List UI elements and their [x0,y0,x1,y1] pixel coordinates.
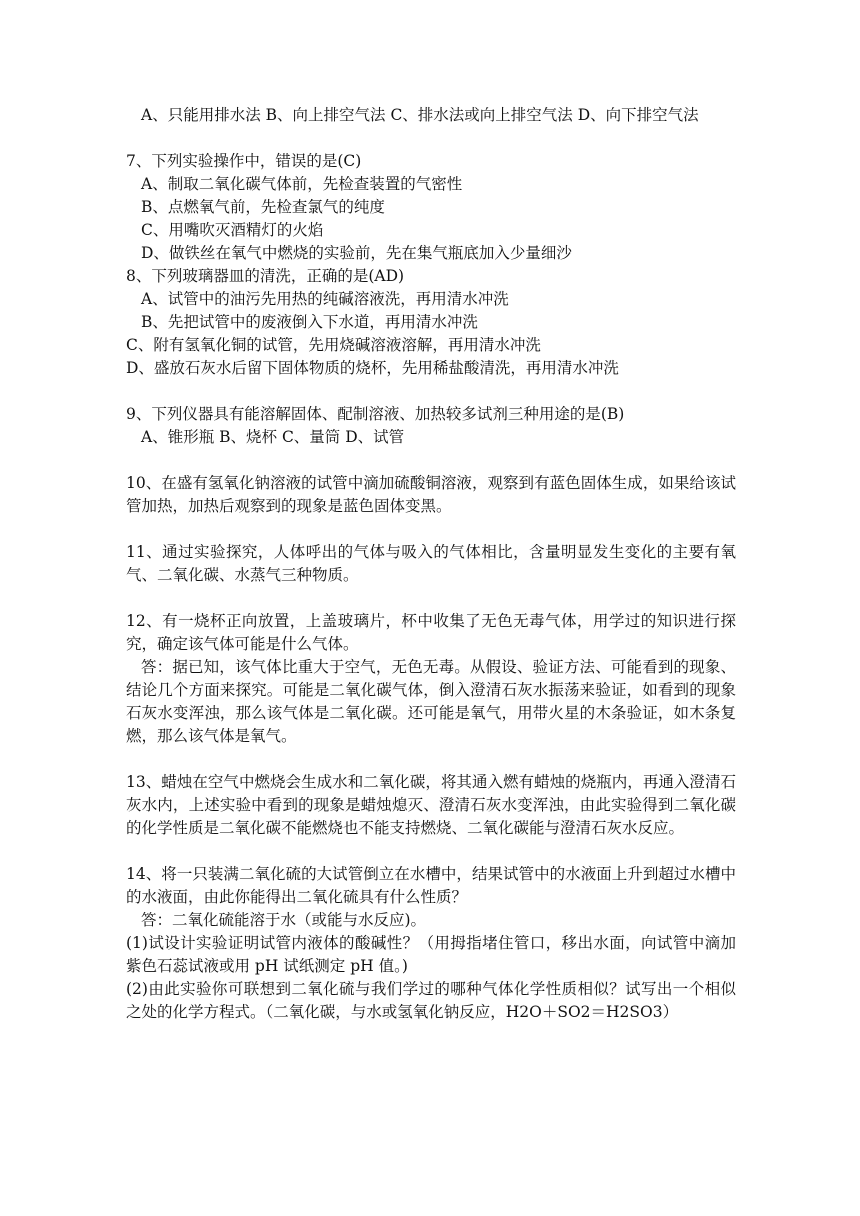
q8-stem: 8、下列玻璃器皿的清洗，正确的是(AD) [126,267,405,285]
q9-options: A、锥形瓶 B、烧杯 C、量筒 D、试管 [141,428,405,446]
q10-text: 10、在盛有氢氧化钠溶液的试管中滴加硫酸铜溶液，观察到有蓝色固体生成，如果给该试管加热，加热后观察到的现象是蓝色固体变黑。 [126,474,736,515]
q14-stem: 14、将一只装满二氧化硫的大试管倒立在水槽中，结果试管中的水液面上升到超过水槽中的水液面，由此你能得出二氧化硫具有什么性质？ [126,865,736,906]
q14-sub2: (2)由此实验你可联想到二氧化硫与我们学过的哪种气体化学性质相似？试写出一个相似之处的化学方程式。（二氧化碳，与水或氢氧化钠反应，H2O＋SO2＝H2SO3） [126,980,736,1021]
q8-option-d: D、盛放石灰水后留下固体物质的烧杯，先用稀盐酸清洗，再用清水冲洗 [126,359,619,377]
q7-option-b: B、点燃氧气前，先检查氯气的纯度 [141,198,385,216]
q6-options: A、只能用排水法 B、向上排空气法 C、排水法或向上排空气法 D、向下排空气法 [141,106,699,124]
q9-stem: 9、下列仪器具有能溶解固体、配制溶液、加热较多试剂三种用途的是(B) [126,405,625,423]
q11-text: 11、通过实验探究，人体呼出的气体与吸入的气体相比，含量明显发生变化的主要有氧气、二氧化碳、水蒸气三种物质。 [126,543,736,584]
q7-option-c: C、用嘴吹灭酒精灯的火焰 [141,221,324,239]
q12-answer: 答：据已知，该气体比重大于空气，无色无毒。从假设、验证方法、可能看到的现象、结论几个方面来探究。可能是二氧化碳气体，倒入澄清石灰水振荡来验证，如看到的现象石灰水变浑浊，那么该气体是二氧化碳。还可能是氧气，用带火星的木条验证，如木条复燃，那么该气体是氧气。 [126,658,736,745]
q12-stem: 12、有一烧杯正向放置，上盖玻璃片，杯中收集了无色无毒气体，用学过的知识进行探究，确定该气体可能是什么气体。 [126,612,736,653]
q8-option-c: C、附有氢氧化铜的试管，先用烧碱溶液溶解，再用清水冲洗 [126,336,541,354]
document-body [126,104,736,1024]
q14-answer: 答：二氧化硫能溶于水（或能与水反应)。 [141,911,427,929]
q8-option-b: B、先把试管中的废液倒入下水道，再用清水冲洗 [141,313,478,331]
q7-option-d: D、做铁丝在氧气中燃烧的实验前，先在集气瓶底加入少量细沙 [141,244,572,262]
q13-text: 13、蜡烛在空气中燃烧会生成水和二氧化碳，将其通入燃有蜡烛的烧瓶内，再通入澄清石灰水内，上述实验中看到的现象是蜡烛熄灭、澄清石灰水变浑浊，由此实验得到二氧化碳的化学性质是二氧化碳不能燃烧也不能支持燃烧、二氧化碳能与澄清石灰水反应。 [126,773,736,837]
q7-stem: 7、下列实验操作中，错误的是(C) [126,152,362,170]
q8-option-a: A、试管中的油污先用热的纯碱溶液洗，再用清水冲洗 [141,290,509,308]
q14-sub1: (1)试设计实验证明试管内液体的酸碱性？（用拇指堵住管口，移出水面，向试管中滴加紫色石蕊试液或用 pH 试纸测定 pH 值。) [126,934,736,975]
q7-option-a: A、制取二氧化碳气体前，先检查装置的气密性 [141,175,463,193]
